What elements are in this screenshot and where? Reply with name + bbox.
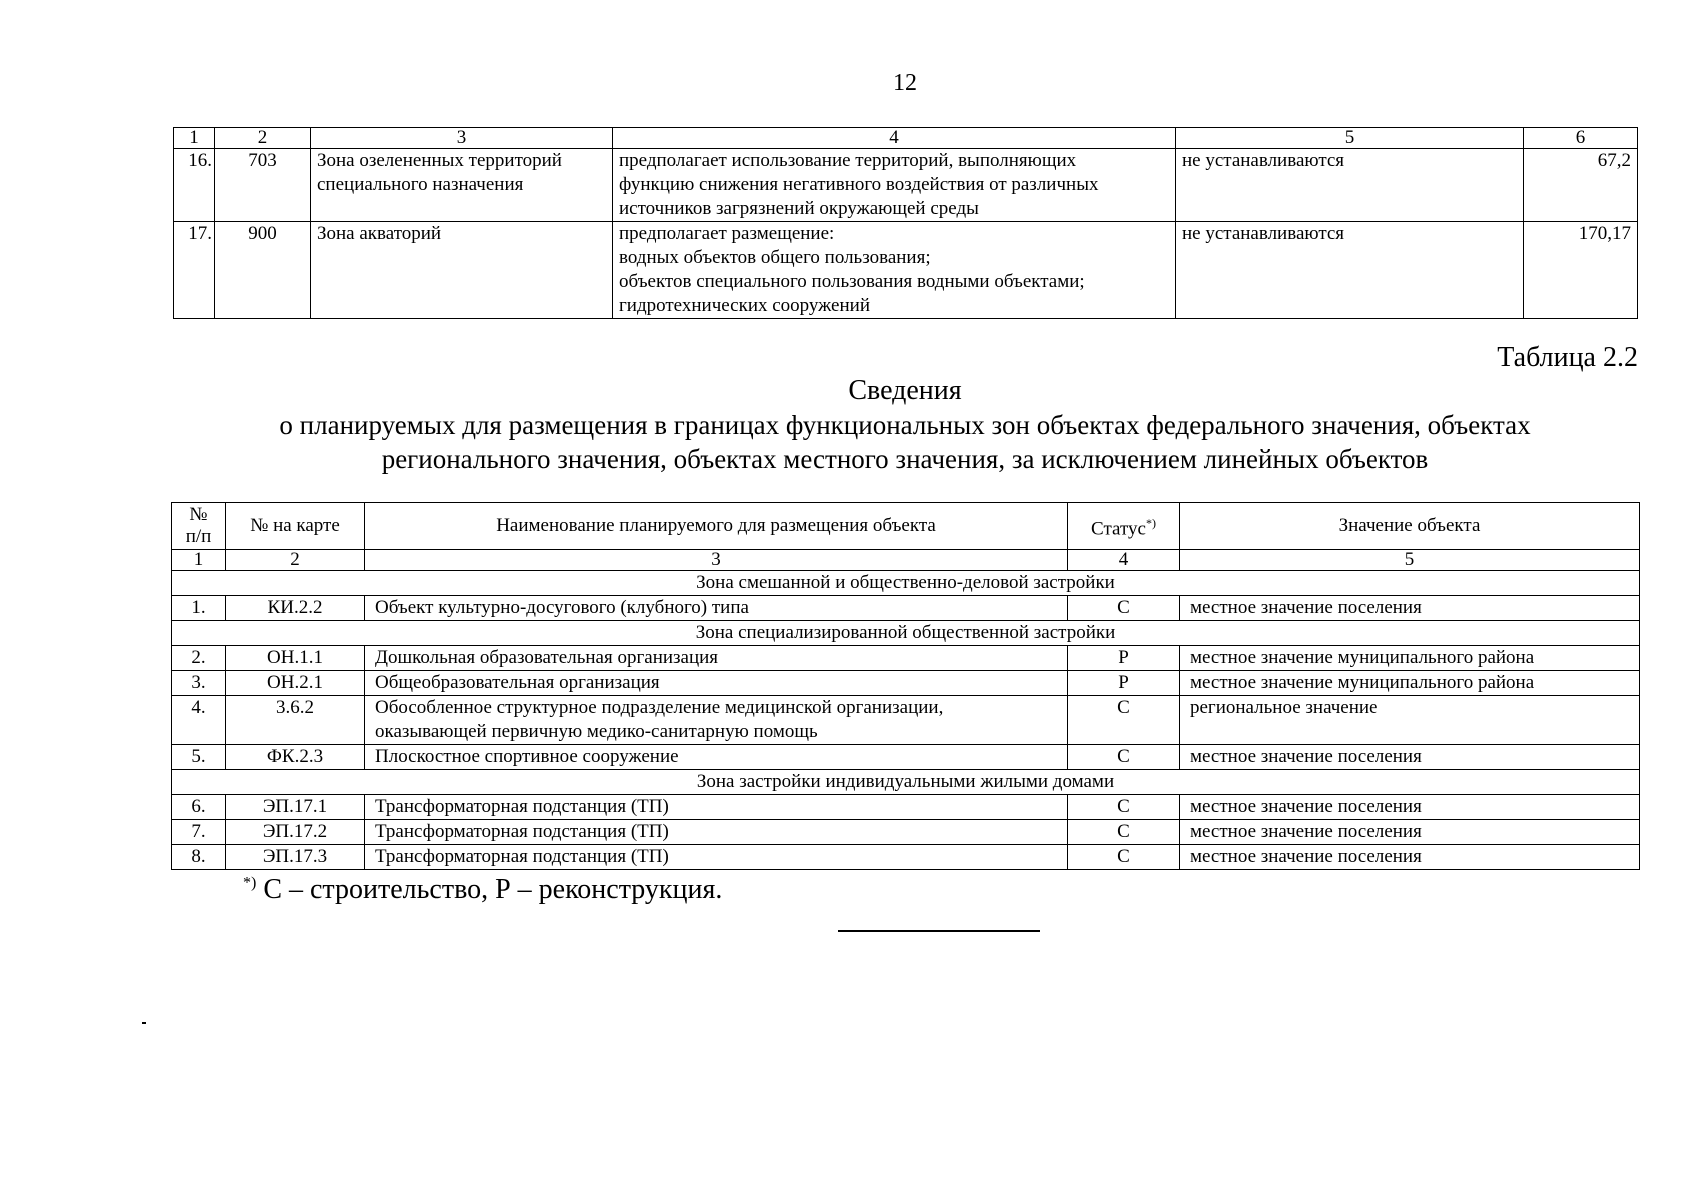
object-status: С [1068,745,1180,770]
object-name-line: Обособленное структурное подразделение медицинской организации, [375,697,944,718]
zone-description [613,222,1176,319]
object-value: местное значение поселения [1180,845,1640,870]
header-map-number: № на карте [226,503,365,550]
table-row [172,596,1640,621]
description-line: объектов специального пользования водными объектами; [619,271,1085,292]
table-row [174,149,1638,222]
table1-col-number: 4 [613,128,1176,149]
table-subtitle-line: о планируемых для размещения в границах функциональных зон объектах федерального значения, объектах [279,410,1531,440]
object-value: местное значение поселения [1180,745,1640,770]
zone-title: Зона специализированной общественной застройки [172,621,1640,646]
object-status: Р [1068,646,1180,671]
description-line: функцию снижения негативного воздействия от различных [619,174,1099,195]
header-status-mark: *) [1145,515,1156,530]
object-status: С [1068,820,1180,845]
row-number: 6. [172,795,226,820]
table1-col-number: 1 [174,128,215,149]
table2-col-number: 1 [172,550,226,571]
object-status: С [1068,795,1180,820]
row-number: 7. [172,820,226,845]
map-number: ЭП.17.1 [226,795,365,820]
table2-header [172,503,1640,550]
table-row [172,820,1640,845]
object-name: Общеобразовательная организация [365,671,1068,696]
object-name-line: оказывающей первичную медико-санитарную помощь [375,721,818,742]
object-name [365,696,1068,745]
page-number: 12 [893,70,917,96]
footnote-mark: *) [243,874,257,892]
map-number: ЭП.17.2 [226,820,365,845]
zone-area: 170,17 [1524,222,1638,319]
object-value: местное значение муниципального района [1180,671,1640,696]
table-row [172,696,1640,745]
object-value: местное значение поселения [1180,596,1640,621]
zone-code: 900 [215,222,311,319]
table2-col-number: 5 [1180,550,1640,571]
zone-area: 67,2 [1524,149,1638,222]
object-value: местное значение поселения [1180,795,1640,820]
table-row [172,745,1640,770]
map-number: ЭП.17.3 [226,845,365,870]
zone-description [613,149,1176,222]
table-title: Сведения [848,375,962,406]
map-number: ОН.1.1 [226,646,365,671]
table-subtitle [173,408,1637,476]
header-number-line: п/п [185,526,212,547]
zone-header-row [172,621,1640,646]
object-name: Трансформаторная подстанция (ТП) [365,795,1068,820]
object-name: Трансформаторная подстанция (ТП) [365,845,1068,870]
row-number: 1. [172,596,226,621]
zone-header-row [172,571,1640,596]
table1-col-number: 5 [1176,128,1524,149]
header-status-text: Статус [1091,518,1146,540]
header-number-line: № [189,504,208,525]
table-row [172,795,1640,820]
table-row [172,671,1640,696]
table2-col-number: 4 [1068,550,1180,571]
zone-code: 703 [215,149,311,222]
map-number: ФК.2.3 [226,745,365,770]
zone-title: Зона смешанной и общественно-деловой застройки [172,571,1640,596]
planned-objects-table [171,502,1640,870]
description-line: предполагает использование территорий, выполняющих [619,150,1077,171]
table2-col-number: 2 [226,550,365,571]
object-name: Дошкольная образовательная организация [365,646,1068,671]
footnote-text: С – строительство, Р – реконструкция. [256,874,723,905]
description-line: гидротехнических сооружений [619,295,870,316]
table1-col-number: 3 [311,128,613,149]
row-number: 4. [172,696,226,745]
row-number: 3. [172,671,226,696]
footnote [243,874,722,906]
map-number: ОН.2.1 [226,671,365,696]
row-number: 5. [172,745,226,770]
object-status: Р [1068,671,1180,696]
row-number: 2. [172,646,226,671]
object-value: региональное значение [1180,696,1640,745]
table-row [174,222,1638,319]
map-number: 3.6.2 [226,696,365,745]
table-label: Таблица 2.2 [1497,342,1638,373]
description-line: источников загрязнений окружающей среды [619,198,979,219]
header-status [1068,503,1180,550]
zone-header-row [172,770,1640,795]
object-value: местное значение поселения [1180,820,1640,845]
table2-column-numbers [172,550,1640,571]
table-row [172,845,1640,870]
table1-col-number: 2 [215,128,311,149]
zone-parameters: не устанавливаются [1176,222,1524,319]
table-row [172,646,1640,671]
header-object-name: Наименование планируемого для размещения объекта [365,503,1068,550]
table1-col-number: 6 [1524,128,1638,149]
zone-name: Зона озелененных территорий специального назначения [311,149,613,222]
object-name: Плоскостное спортивное сооружение [365,745,1068,770]
object-status: С [1068,845,1180,870]
table1-column-numbers [174,128,1638,149]
row-number: 17. [174,222,215,319]
map-number: КИ.2.2 [226,596,365,621]
table2-col-number: 3 [365,550,1068,571]
header-number [172,503,226,550]
zone-parameters: не устанавливаются [1176,149,1524,222]
object-name: Объект культурно-досугового (клубного) типа [365,596,1068,621]
zone-title: Зона застройки индивидуальными жилыми домами [172,770,1640,795]
row-number: 16. [174,149,215,222]
row-number: 8. [172,845,226,870]
object-status: С [1068,596,1180,621]
description-line: предполагает размещение: [619,223,835,244]
scan-speck [142,1022,146,1024]
end-rule [838,930,1040,932]
description-line: водных объектов общего пользования; [619,247,931,268]
object-status: С [1068,696,1180,745]
zone-name: Зона акваторий [311,222,613,319]
header-object-value: Значение объекта [1180,503,1640,550]
table-subtitle-line: регионального значения, объектах местного значения, за исключением линейных объектов [381,444,1429,474]
zones-table-continuation [173,127,1638,319]
object-name: Трансформаторная подстанция (ТП) [365,820,1068,845]
object-value: местное значение муниципального района [1180,646,1640,671]
